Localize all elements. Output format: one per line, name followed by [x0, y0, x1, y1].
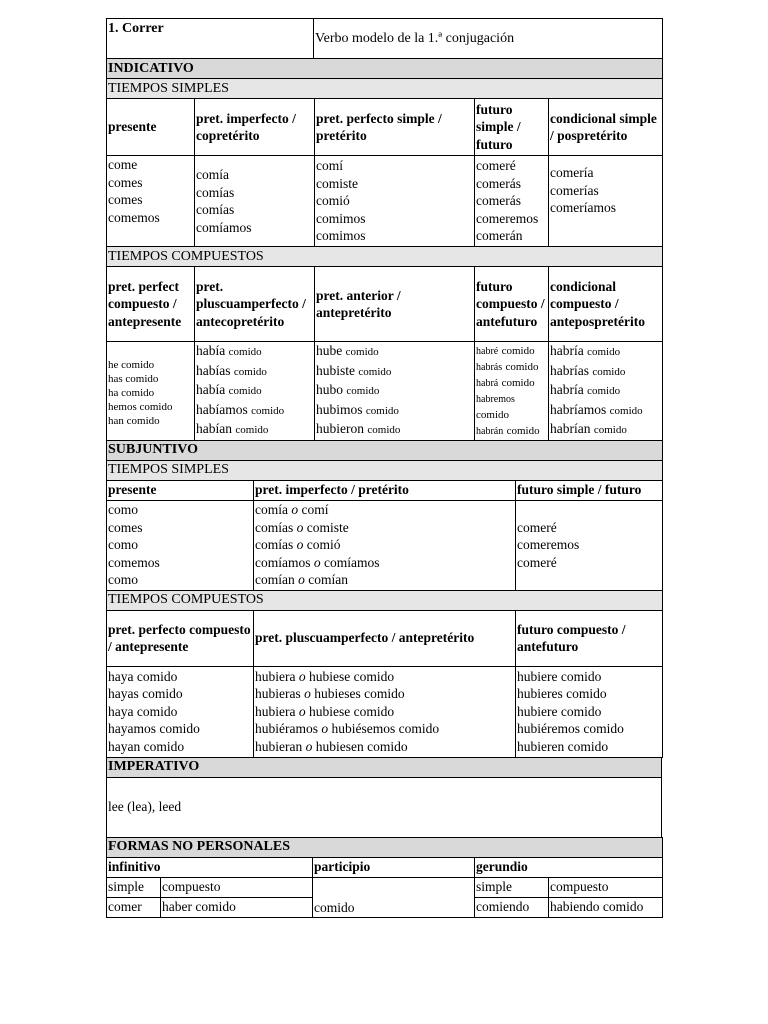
list-item: hubiéremos comido: [517, 721, 624, 737]
header-futuro-compuesto: futuro compuesto / antefuturo: [475, 267, 549, 342]
ind-condicional-compuesto-cell: [549, 342, 663, 441]
conj-o: o: [304, 686, 311, 702]
list-item: [255, 554, 514, 572]
list-item: [196, 381, 313, 401]
list-item: [550, 381, 661, 401]
inf-simple-value: comer: [107, 897, 161, 917]
imperativo-forms: lee (lea), leed: [107, 777, 662, 837]
subjuntivo-table: [106, 440, 663, 758]
ger-simple-label: simple: [475, 877, 549, 897]
list-item: comeremos: [517, 537, 580, 553]
list-item: [255, 703, 514, 721]
list-item: [196, 420, 313, 440]
list-item: [196, 362, 313, 382]
list-item: comerías: [550, 182, 599, 198]
list-item: [255, 571, 514, 589]
aux: habrán: [476, 425, 504, 437]
aux: hubieron: [316, 421, 364, 436]
list-item: comemos: [108, 554, 160, 570]
list-item: [316, 401, 473, 421]
list-item: comeré: [517, 554, 557, 570]
subj-futuro-cell: [516, 500, 663, 590]
conj-o: o: [305, 738, 313, 754]
part: comido: [251, 404, 285, 417]
list-item: haya comido: [108, 668, 178, 684]
list-item: he comido: [108, 358, 155, 371]
no-personales-table: [106, 837, 663, 918]
list-item: comimos: [316, 228, 366, 244]
imperativo-table: [106, 757, 662, 838]
part: comido: [609, 404, 643, 417]
conj-o: o: [298, 668, 306, 684]
conj-o: o: [296, 519, 304, 535]
part: comido: [365, 404, 399, 417]
list-item: [476, 407, 547, 423]
list-item: [255, 738, 514, 756]
header-subj-futuro-compuesto: futuro compuesto / antefuturo: [516, 610, 663, 666]
list-item: comías: [196, 184, 235, 200]
participio-value: comido: [313, 877, 475, 917]
list-item: comió: [316, 193, 350, 209]
imperativo-label: IMPERATIVO: [107, 757, 662, 777]
aux: habría: [550, 382, 584, 397]
part: comido: [367, 424, 401, 436]
header-presente: presente: [107, 99, 195, 156]
form-b: hubiese comido: [308, 668, 395, 684]
part: comido: [501, 344, 535, 357]
inf-simple-label: simple: [107, 877, 161, 897]
part: comido: [228, 346, 262, 358]
conjugation-table: [106, 18, 663, 59]
indicativo-simples-label: TIEMPOS SIMPLES: [107, 79, 663, 99]
part: comido: [358, 365, 392, 378]
form-b: comí: [301, 502, 329, 518]
conj-o: o: [313, 554, 321, 570]
form-a: hubiéramos: [255, 721, 318, 737]
list-item: comes: [108, 174, 143, 190]
part: comido: [506, 424, 540, 437]
subj-perfecto-cell: [107, 666, 254, 757]
ind-presente-cell: [107, 156, 195, 247]
list-item: comiste: [316, 175, 358, 191]
header-subj-imperfecto: pret. imperfecto / pretérito: [254, 480, 516, 500]
ind-futuro-simple-cell: [475, 156, 549, 247]
part: comido: [228, 385, 262, 397]
list-item: hubiere comido: [517, 668, 602, 684]
list-item: comes: [108, 192, 143, 207]
list-item: comeremos: [476, 210, 539, 226]
header-subj-presente: presente: [107, 480, 254, 500]
indicativo-table: [106, 58, 663, 441]
list-item: [255, 685, 514, 703]
aux: había: [196, 382, 226, 397]
part: comido: [346, 385, 380, 397]
list-item: [316, 362, 473, 382]
form-b: comíamos: [324, 554, 380, 570]
ind-pluscuamperfecto-cell: [195, 342, 315, 441]
list-item: hayan comido: [108, 738, 185, 754]
header-subj-pluscuamperfecto: pret. pluscuamperfecto / antepretérito: [254, 610, 516, 666]
list-item: [255, 720, 514, 738]
header-pret-pluscuamperfecto: pret. pluscuamperfecto / antecopretérito: [195, 267, 315, 342]
ger-compuesto-label: compuesto: [549, 877, 663, 897]
list-item: como: [108, 537, 138, 553]
part: comido: [233, 365, 267, 378]
header-infinitivo: infinitivo: [107, 857, 313, 877]
list-item: [255, 501, 514, 519]
header-pret-perfecto-compuesto: pret. perfect compuesto / antepresente: [107, 267, 195, 342]
ger-compuesto-value: habiendo comido: [549, 897, 663, 917]
form-b: hubiesen comido: [315, 738, 408, 754]
form-a: hubiera: [255, 703, 296, 719]
part: comido: [587, 346, 621, 358]
aux: habíamos: [196, 401, 248, 417]
subjuntivo-simples-label: TIEMPOS SIMPLES: [107, 460, 663, 480]
list-item: hubieres comido: [517, 686, 607, 702]
part: comido: [235, 424, 269, 436]
list-item: [550, 420, 661, 440]
aux: habías: [196, 362, 231, 378]
list-item: comerán: [476, 228, 523, 244]
list-item: comerás: [476, 193, 521, 209]
form-a: hubieran: [255, 738, 303, 754]
aux: habré: [476, 345, 499, 357]
aux: habrá: [476, 377, 499, 389]
list-item: como: [108, 502, 138, 518]
form-a: comías: [255, 537, 294, 553]
form-b: comían: [308, 572, 348, 588]
list-item: [476, 359, 547, 375]
list-item: [196, 401, 313, 421]
list-item: hubiere comido: [517, 703, 602, 719]
list-item: comí: [316, 158, 343, 174]
form-a: comíamos: [255, 554, 311, 570]
aux: habrían: [550, 421, 591, 436]
header-pret-perfecto-simple: pret. perfecto simple / pretérito: [315, 99, 475, 156]
list-item: comeré: [476, 158, 516, 174]
list-item: [476, 375, 547, 391]
aux: habrías: [550, 362, 589, 378]
header-subj-futuro: futuro simple / futuro: [516, 480, 663, 500]
conj-o: o: [298, 572, 305, 588]
ind-condicional-simple-cell: [549, 156, 663, 247]
list-item: comeríamos: [550, 200, 616, 215]
form-b: hubieses comido: [314, 686, 405, 702]
subj-pluscuam-cell: [254, 666, 516, 757]
indicativo-label: INDICATIVO: [107, 59, 663, 79]
form-a: hubiera: [255, 668, 296, 684]
conjugation-document: [106, 18, 662, 918]
header-participio: participio: [313, 857, 475, 877]
conj-o: o: [321, 721, 329, 737]
list-item: hayas comido: [108, 686, 183, 702]
conj-o: o: [298, 703, 306, 719]
list-item: [550, 401, 661, 421]
ind-anterior-cell: [315, 342, 475, 441]
aux: habríamos: [550, 401, 607, 417]
subjuntivo-compuestos-label: TIEMPOS COMPUESTOS: [107, 590, 663, 610]
list-item: comerás: [476, 175, 521, 191]
list-item: comes: [108, 519, 143, 535]
aux: hube: [316, 343, 343, 358]
part: comido: [345, 346, 379, 358]
aux: habrás: [476, 361, 503, 373]
verb-model: Verbo modelo de la 1.ª conjugación: [314, 19, 663, 59]
list-item: come: [108, 157, 138, 172]
subj-imperfecto-cell: [254, 500, 516, 590]
subj-futuro-compuesto-cell: [516, 666, 663, 757]
list-item: [316, 342, 473, 362]
header-pret-anterior: pret. anterior / antepretérito: [315, 267, 475, 342]
aux: habría: [550, 343, 584, 358]
aux: había: [196, 343, 226, 358]
list-item: comíamos: [196, 219, 252, 235]
ind-perfecto-simple-cell: [315, 156, 475, 247]
list-item: comías: [196, 202, 235, 217]
list-item: comimos: [316, 210, 366, 226]
aux: habremos: [476, 393, 515, 405]
header-pret-imperfecto: pret. imperfecto / copretérito: [195, 99, 315, 156]
list-item: comía: [196, 167, 229, 182]
form-a: comías: [255, 519, 294, 535]
list-item: haya comido: [108, 703, 178, 719]
no-personales-label: FORMAS NO PERSONALES: [107, 837, 663, 857]
list-item: [476, 423, 547, 439]
form-b: comió: [306, 537, 341, 553]
conj-o: o: [291, 502, 299, 518]
list-item: ha comido: [108, 386, 155, 399]
list-item: [550, 362, 661, 382]
indicativo-compuestos-label: TIEMPOS COMPUESTOS: [107, 247, 663, 267]
part: comido: [501, 376, 535, 389]
list-item: has comido: [108, 372, 159, 385]
form-b: comiste: [306, 519, 349, 535]
subj-presente-cell: [107, 500, 254, 590]
list-item: [196, 342, 313, 362]
list-item: comemos: [108, 209, 160, 225]
aux: hubimos: [316, 401, 363, 417]
list-item: [255, 536, 514, 554]
header-gerundio: gerundio: [475, 857, 663, 877]
aux: habían: [196, 421, 232, 436]
inf-compuesto-value: haber comido: [161, 897, 313, 917]
conj-o: o: [296, 537, 304, 553]
list-item: comería: [550, 165, 594, 180]
list-item: [255, 668, 514, 686]
part: comido: [592, 365, 626, 378]
list-item: [316, 420, 473, 440]
list-item: [316, 381, 473, 401]
form-a: hubieras: [255, 686, 301, 702]
list-item: [476, 343, 547, 359]
aux: hubiste: [316, 362, 355, 378]
list-item: [550, 342, 661, 362]
ger-simple-value: comiendo: [475, 897, 549, 917]
ind-futuro-compuesto-cell: [475, 342, 549, 441]
subjuntivo-label: SUBJUNTIVO: [107, 440, 663, 460]
form-b: hubiésemos comido: [331, 721, 440, 737]
list-item: comeré: [517, 519, 557, 535]
part: comido: [593, 424, 627, 436]
list-item: hayamos comido: [108, 721, 200, 737]
list-item: hubieren comido: [517, 738, 609, 754]
inf-compuesto-label: compuesto: [161, 877, 313, 897]
ind-perfecto-compuesto-cell: [107, 342, 195, 441]
ind-imperfecto-cell: [195, 156, 315, 247]
part: comido: [587, 385, 621, 397]
aux: hubo: [316, 382, 343, 397]
list-item: [476, 391, 547, 407]
list-item: como: [108, 572, 138, 588]
part: comido: [476, 408, 509, 421]
form-a: comían: [255, 572, 295, 588]
list-item: han comido: [108, 414, 160, 427]
header-subj-perfecto-compuesto: pret. perfecto compuesto / antepresente: [107, 610, 254, 666]
list-item: hemos comido: [108, 400, 173, 413]
header-futuro-simple: futuro simple / futuro: [475, 99, 549, 156]
form-a: comía: [255, 502, 288, 518]
form-b: hubiese comido: [308, 703, 395, 719]
header-condicional-compuesto: condicional compuesto / antepospretérito: [549, 267, 663, 342]
verb-title: 1. Correr: [107, 19, 314, 59]
list-item: [255, 519, 514, 537]
part: comido: [505, 360, 539, 373]
header-condicional-simple: condicional simple / pospretérito: [549, 99, 663, 156]
